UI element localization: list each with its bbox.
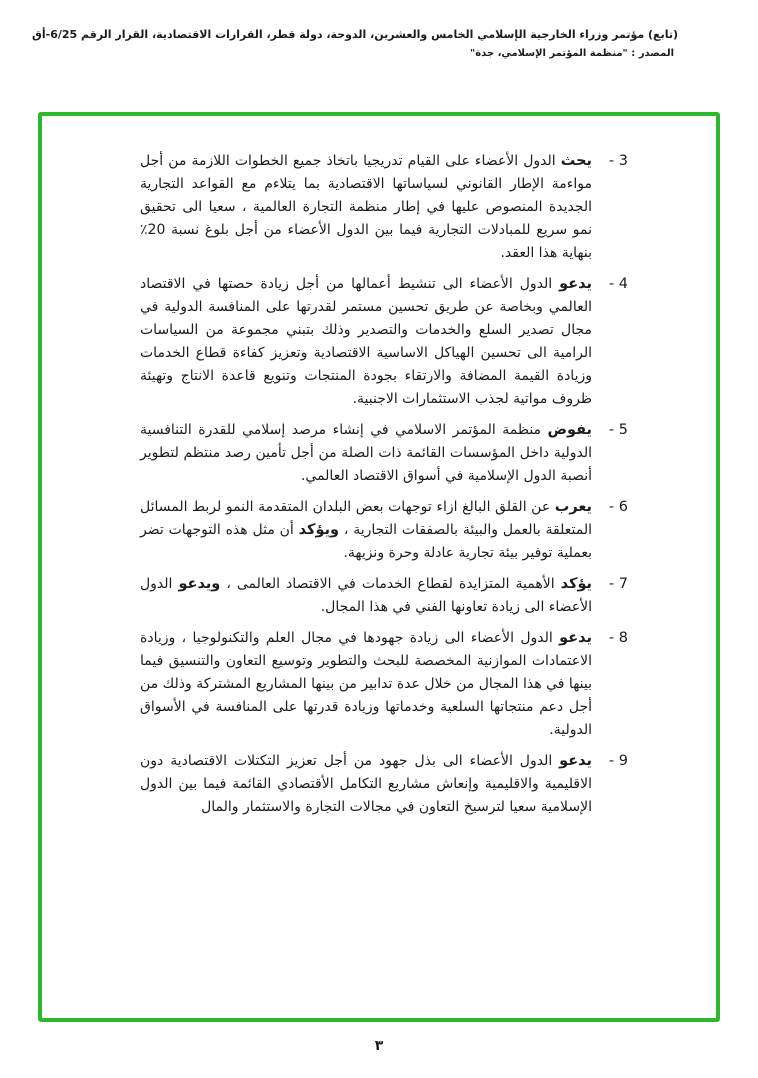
item-text: يدعو الدول الأعضاء الى بذل جهود من أجل تعزيز التكتلات الاقتصادية دون الاقليمية والاقليمية وإنعاش مشاريع التكامل الأقتصادي القائمة فيما بين الدول الإسلامية سعيا لترسيخ التعاون في مجالات التجارة والاستثمار والمال <box>140 753 592 815</box>
content-border-frame <box>38 112 720 1022</box>
resolution-item <box>140 150 628 265</box>
resolution-list <box>140 150 628 819</box>
resolution-item <box>140 627 628 742</box>
document-header-line1: (تابع) مؤتمر وزراء الخارجية الإسلامي الخامس والعشرين، الدوحة، دولة قطر، القرارات الاقتصادية، القرار الرقم 6/25-أق <box>32 28 678 41</box>
resolution-item <box>140 750 628 819</box>
document-header-source-line: المصدر : "منظمة المؤتمر الإسلامي، جدة" <box>469 48 674 59</box>
item-number: 3 - <box>608 153 628 169</box>
item-number: 6 - <box>608 499 628 515</box>
item-text: يعرب عن القلق البالغ ازاء توجهات بعض البلدان المتقدمة النمو لربط المسائل المتعلقة بالعمل والبيئة بالصفقات التجارية ، ويؤكد أن مثل هذه التوجهات تضر بعملية توفير بيئة تجارية عادلة وحرة ونزيهة. <box>140 499 592 561</box>
resolution-item <box>140 273 628 411</box>
item-number: 5 - <box>608 422 628 438</box>
page-number: ٣ <box>374 1038 384 1054</box>
resolution-item <box>140 496 628 565</box>
resolution-item <box>140 419 628 488</box>
item-number: 9 - <box>608 753 628 769</box>
item-text: يحث الدول الأعضاء على القيام تدريجيا باتخاذ جميع الخطوات اللازمة من أجل مواءمة الإطار القانوني لسياساتها الاقتصادية بما يتلاءم مع القواعد التجارية الجديدة المنصوص عليها في إطار منظمة التجارة العالمية ، سعيا الى تحقيق نمو سريع للمبادلات التجارية فيما بين الدول الأعضاء من أجل بلوغ نسبة 20٪ بنهاية هذا العقد. <box>140 153 592 261</box>
item-text: يؤكد الأهمية المتزايدة لقطاع الخدمات في الاقتصاد العالمى ، ويدعو الدول الأعضاء الى زيادة تعاونها الفني في هذا المجال. <box>140 576 592 615</box>
item-number: 4 - <box>608 276 628 292</box>
item-number: 8 - <box>608 630 628 646</box>
item-number: 7 - <box>608 576 628 592</box>
item-text: يدعو الدول الأعضاء الى زيادة جهودها في مجال العلم والتكنولوجيا ، وزيادة الاعتمادات الموازنية المخصصة للبحث والتطوير وتوسيع التعاون والتنسيق فيما بينها في هذا المجال من خلال عدة تدابير من بينها المشاريع المشتركة وذلك من أجل دعم منتجاتها السلعية وخدماتها وزيادة قدرتها على المنافسة في الأسواق الدولية. <box>140 630 592 738</box>
document-header <box>32 28 678 59</box>
resolution-item <box>140 573 628 619</box>
item-text: يدعو الدول الأعضاء الى تنشيط أعمالها من أجل زيادة حصتها في الاقتصاد العالمي وبخاصة عن طريق تحسين مستمر لقدرتها على المنافسة الدولية في مجال تصدير السلع والخدمات والتصدير وذلك بتبني مجموعة من السياسات الرامية الى تحسين الهياكل الاساسية الاقتصادية وتعزيز كفاءة قطاع الخدمات وزيادة القيمة المضافة والارتقاء بجودة المنتجات وتنويع قاعدة الانتاج وتهيئة ظروف مواتية لجذب الاستثمارات الاجنبية. <box>140 276 592 407</box>
item-text: يفوض منظمة المؤتمر الاسلامي في إنشاء مرصد إسلامي للقدرة التنافسية الدولية داخل المؤسسات القائمة ذات الصلة من أجل تأمين رصد منتظم لتطوير أنصبة الدول الإسلامية في أسواق الاقتصاد العالمي. <box>140 422 592 484</box>
